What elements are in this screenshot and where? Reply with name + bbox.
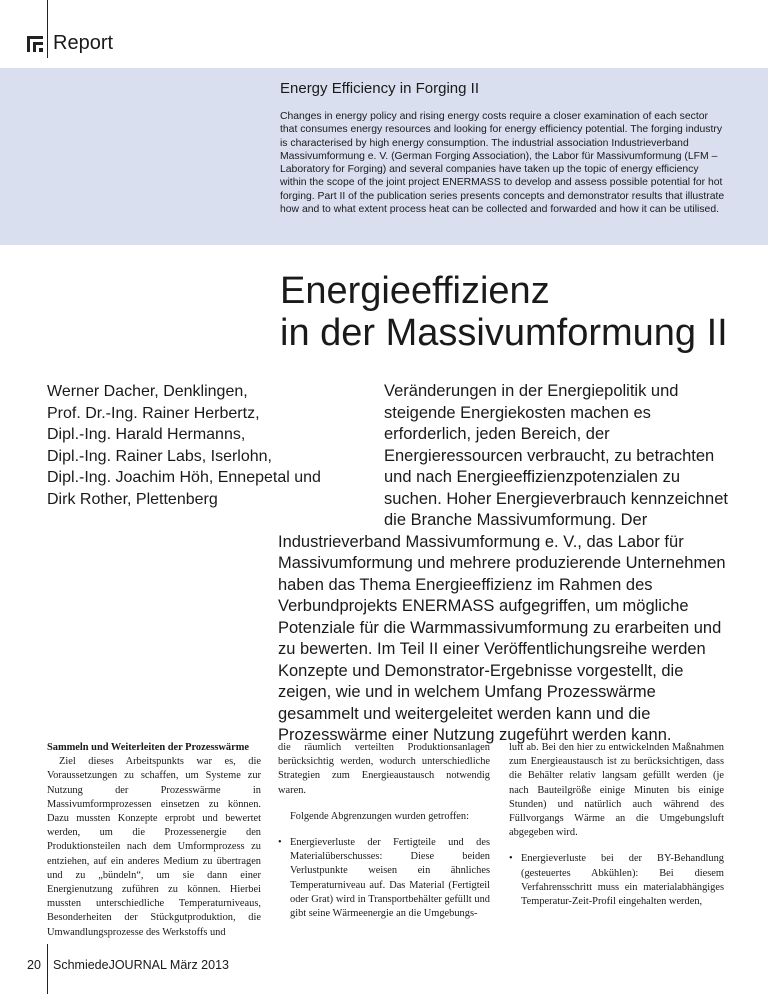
top-rule	[47, 0, 48, 58]
section-label: Report	[53, 32, 114, 54]
author-line: Dipl.-Ing. Joachim Höh, Ennepetal und	[47, 469, 321, 486]
author-line: Dirk Rother, Plettenberg	[47, 490, 218, 508]
body-paragraph: Folgende Abgrenzungen wurden getroffen:	[290, 810, 469, 822]
author-line: Dipl.-Ing. Rainer Labs, Iserlohn,	[47, 447, 272, 465]
author-line: Werner Dacher, Denklingen,	[47, 383, 248, 400]
body-paragraph: luft ab. Bei den hier zu entwickelnden Maßnahmen zum Energieaustausch ist zu berücksichtigen, dass die Behälter relativ langsam gefüllt werden (je nach Bauteilgröße einige Minuten bis einige Stunden) und natürlich auch während des Füllvorgangs Wärme an die Umgebungsluft abgegeben wird.	[509, 742, 724, 839]
lead-text: Veränderungen in der Energiepolitik und steigende Energiekosten machen es erforderlich, jeden Bereich, der Energieressourcen verbraucht, zu betrachten und nach Energieeffizienzpotenzialen zu suchen. Hoher Energieverbrauch kennzeichnet die Branche Massivumformung. Der Industrieverband Massivumformung e. V., das Labor für Massivumformung und mehrere produzierende Unternehmen haben das Thema Energieeffizienz im Rahmen des Verbundprojekts ENERMASS aufgegriffen, um mögliche Potenziale für die Warmmassivumformung zu erarbeiten und zu bewerten. Im Teil II einer Veröffentlichungsreihe werden Konzepte und Demonstrator-Ergebnisse vorgestellt, die zeigen, wie und in welchem Umfang Prozesswärme gesammelt und weitergeleitet werden kann und die Prozesswärme einer Nutzung zugeführt werden kann.	[278, 382, 728, 744]
bullet-marker: •	[509, 853, 513, 865]
body-column-1	[47, 741, 261, 940]
bottom-rule	[47, 944, 48, 994]
body-paragraph: die räumlich verteilten Produktionsanlagen berücksichtig werden, wodurch unterschiedliche Strategien zum Energieaustausch notwendig waren.	[278, 742, 490, 796]
bullet-text: Energieverluste bei der BY-Behandlung (gesteuertes Abkühlen): Bei diesem Verfahrensschritt muss ein materialabhängiges Temperatur-Zeit-Profil eingehalten werden,	[521, 853, 724, 908]
body-paragraph: Ziel dieses Arbeitspunkts war es, die Voraussetzungen zu schaffen, um Systeme zur Nutzung der Prozesswärme in Massivumformprozessen einsetzen zu können. Dazu mussten Konzepte erprobt und bewertet werden, um die Prozessenergie den Produktionsteilen nach dem Umformprozess zu entziehen, auf ein anderes Medium zu übertragen und zu „bündeln“, um sie dann einer Energienutzung zuführen zu können. Hierbei mussten unterschiedliche Temperaturniveaus, Besonderheiten der Stückgutproduktion, die Umwandlungsprozesse des Werkstoffs und	[47, 756, 261, 938]
bullet-item	[278, 836, 490, 921]
lead-paragraph	[278, 381, 730, 744]
bullet-marker: •	[278, 837, 282, 849]
footer-journal: SchmiedeJOURNAL März 2013	[53, 958, 229, 972]
page-number: 20	[27, 958, 41, 972]
bullet-item	[509, 852, 724, 909]
body-column-3	[509, 741, 724, 909]
bullet-text: Energieverluste der Fertigteile und des Materialüberschusses: Diese beiden Verlustpunkte weisen ein ähnliches Temperaturniveau auf. Das Material (Fertigteil oder Grat) wird in Transportbehälter gefüllt und gibt seine Wärmeenergie an die Umgebungs-	[290, 837, 490, 920]
section-heading: Sammeln und Weiterleiten der Prozesswärme	[47, 742, 250, 753]
author-line: Dipl.-Ing. Harald Hermanns,	[47, 426, 246, 443]
abstract-title: Energy Efficiency in Forging II	[280, 80, 479, 97]
abstract-text: Changes in energy policy and rising energy costs require a closer examination of each sector that consumes energy resources and looking for energy efficiency potential. The forging industry is characterised by high energy consumption. The industrial association Industrieverband Massivumformung e. V. (German Forging Association), the Labor für Massivumformung (LFM – Laboratory for Forging) and several companies have taken up the topic of energy efficiency within the scope of the joint project ENERMASS to develop and assess possible potential for hot forging. Part II of the publication series presents concepts and demonstrator results that illustrate how and to what extent process heat can be collected and forwarded and how it can be utilised.	[280, 111, 725, 216]
article-title	[280, 270, 760, 354]
author-line: Prof. Dr.-Ing. Rainer Herbertz,	[47, 404, 260, 422]
body-column-2	[278, 741, 490, 921]
article-title-line-1: Energieeffizienz	[280, 270, 550, 312]
article-title-line-2: in der Massivumformung II	[280, 312, 728, 354]
section-logo-icon	[27, 36, 43, 52]
